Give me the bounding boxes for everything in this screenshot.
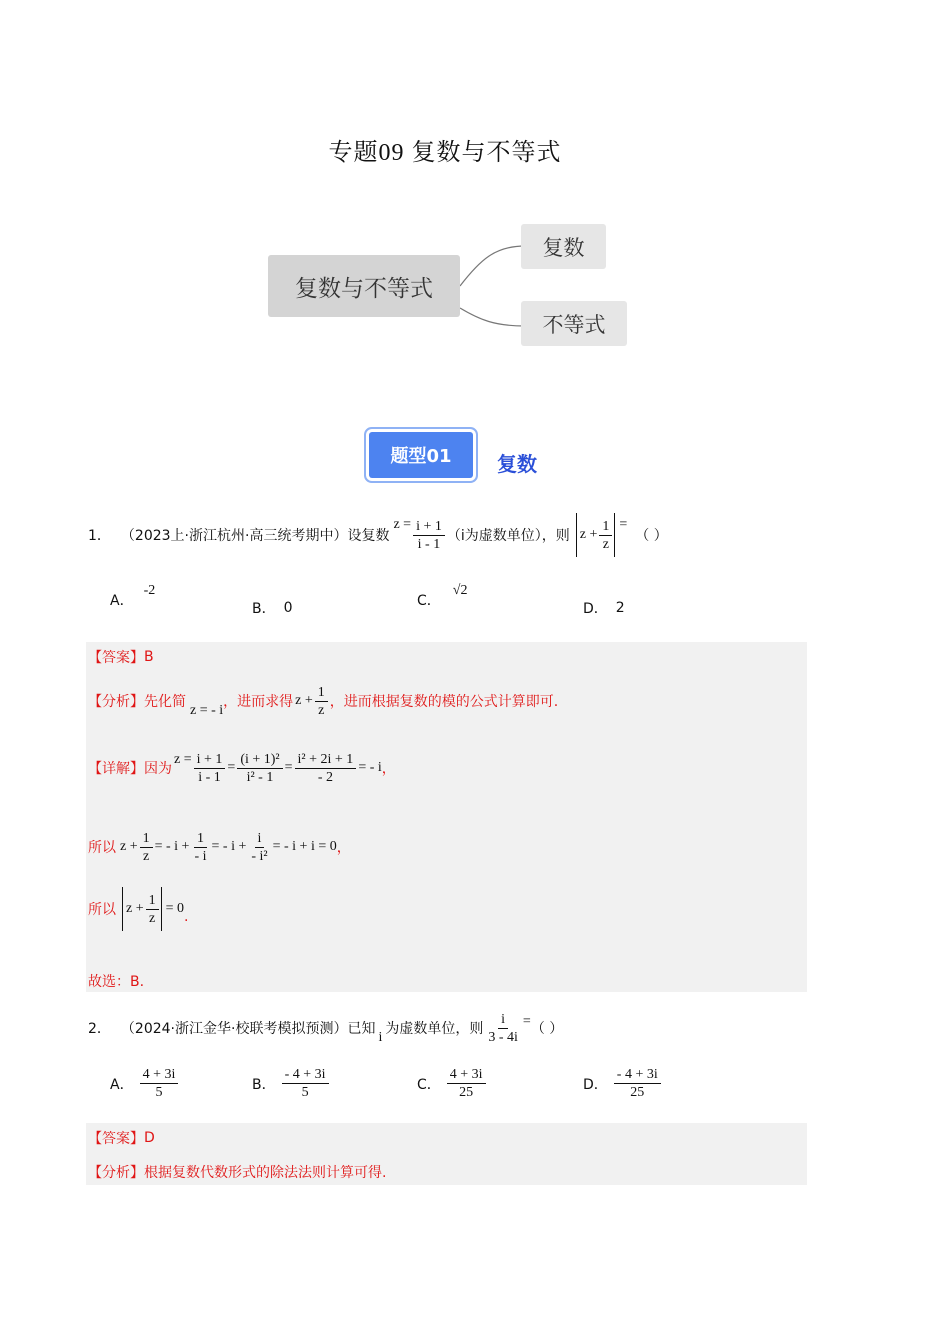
q1-number: 1． [88,528,111,544]
q1-analysis: 【分析】 先化简 z = - i ，进而求得 z + $\frac{1}{z}$ ，进而根据复数的模的公式计算即可. [88,684,559,718]
q2-unit-text: 为虚数单位，则 [385,1021,484,1037]
q2-option-d: D． $\frac{- 4 + 3i}{25}$ [583,1066,663,1101]
section-badge: 题型01 [369,432,473,478]
mindmap-branch-complex: 复数 [521,224,606,269]
q1-paren: （ ） [635,528,668,544]
mindmap-branch-inequality: 不等式 [521,301,627,346]
q1-option-b: B． 0 [252,600,293,617]
q2-fraction: $\frac{i}{3 - 4i}$ [488,1011,518,1045]
q2-source: （2024·浙江金华·校联考模拟预测）已知 [120,1021,376,1037]
q2-option-c: C． $\frac{4 + 3i}{25}$ [417,1066,488,1101]
q1-conclusion: 故选：B. [88,974,145,990]
q1-detail-step2: 所以 z + $\frac{1}{z}$ = - i + $\frac{1}{- i}$ = - i + $\frac{i}{\text{- i²}}$ = - i + i = 0 ， [88,830,351,864]
question-2: 2． （2024·浙江金华·校联考模拟预测）已知 i 为虚数单位，则 $\frac{i}{3 - 4i}$ = （ ） [88,1011,564,1045]
q1-z-fraction: $\frac{i + 1}{i - 1}$ [413,518,445,553]
q1-source: （2023上·浙江杭州·高三统考期中）设复数 [120,528,390,544]
q2-option-b: B． $\frac{- 4 + 3i}{5}$ [252,1066,331,1101]
q2-option-a: A． $\frac{4 + 3i}{5}$ [110,1066,180,1101]
section-label: 复数 [497,452,537,476]
q1-option-d: D． 2 [583,600,625,617]
page-title: 专题09 复数与不等式 [328,140,562,166]
q1-detail-step3: 所以 z + $\frac{1}{z}$ = 0 . [88,884,188,934]
q2-analysis: 【分析】 根据复数代数形式的除法法则计算可得. [88,1165,387,1181]
q1-unit-text: （i为虚数单位），则 [446,528,570,544]
q2-paren: （ ） [530,1021,564,1037]
q1-answer: 【答案】 B [88,649,154,666]
mindmap-root: 复数与不等式 [268,255,460,317]
q1-option-a: A． -2 [110,583,156,609]
mindmap-connectors [455,240,530,340]
q1-detail: 【详解】 因为 z = $\frac{i + 1}{i - 1}$ = $\frac{\text{(i + 1)²}}{\text{i² - 1}}$ = $\frac{\text{i² + 2i + 1}}{- 2}$ = - i ， [88,751,396,785]
q2-answer: 【答案】 D [88,1130,155,1147]
q2-number: 2． [88,1021,111,1037]
q1-option-c: C． √2 [417,583,468,609]
question-1: 1． （2023上·浙江杭州·高三统考期中）设复数 z = $\frac{i + 1}{i - 1}$ （i为虚数单位），则 z + $\frac{1}{z}$ = （ ） [88,500,668,570]
q1-z: z = [393,517,412,532]
